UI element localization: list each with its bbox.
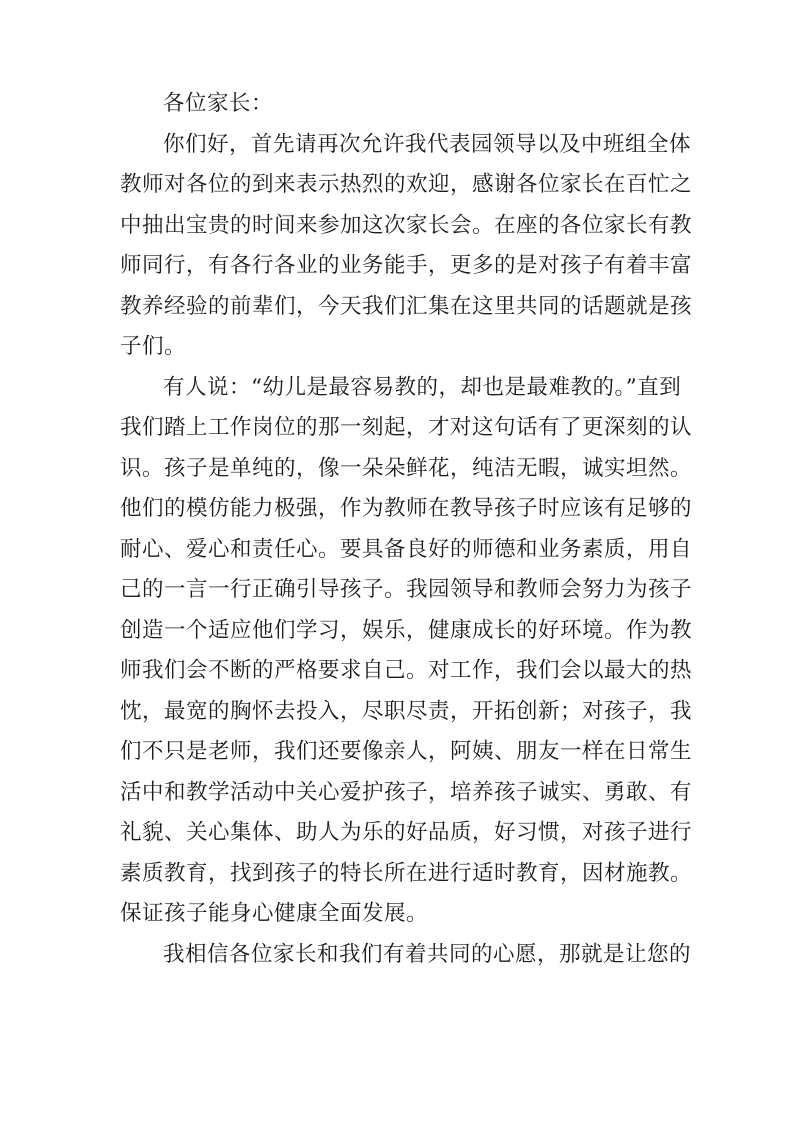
paragraph-1-line-6: 子们。 — [120, 334, 187, 359]
paragraph-2-line-9: 忱，最宽的胸怀去投入，尽职尽责，开拓创新；对孩子，我 — [120, 698, 693, 724]
document-page — [120, 84, 693, 975]
paragraph-2-line-14: 保证孩子能身心健康全面发展。 — [120, 901, 429, 926]
paragraph-2-line-12: 礼貌、关心集体、助人为乐的好品质，好习惯，对孩子进行 — [120, 820, 693, 845]
paragraph-3-line-1: 我相信各位家长和我们有着共同的心愿，那就是让您的 — [163, 941, 692, 967]
paragraph-2-line-4: 他们的模仿能力极强，作为教师在教导孩子时应该有足够的 — [120, 496, 693, 521]
paragraph-2-line-7: 创造一个适应他们学习，娱乐，健康成长的好环境。作为教 — [120, 617, 693, 643]
paragraph-2-line-2: 我们踏上工作岗位的那一刻起，才对这句话有了更深刻的认 — [120, 415, 693, 440]
paragraph-1-line-5: 教养经验的前辈们，今天我们汇集在这里共同的话题就是孩 — [120, 293, 693, 319]
paragraph-2-line-8: 师我们会不断的严格要求自己。对工作，我们会以最大的热 — [120, 658, 693, 683]
salutation: 各位家长： — [163, 91, 274, 116]
paragraph-1-line-3: 中抽出宝贵的时间来参加这次家长会。在座的各位家长有教 — [120, 212, 693, 238]
paragraph-2-line-13: 素质教育，找到孩子的特长所在进行适时教育，因材施教。 — [120, 860, 693, 886]
paragraph-2-line-5: 耐心、爱心和责任心。要具备良好的师德和业务素质，用自 — [120, 536, 693, 562]
paragraph-1-line-1: 你们好，首先请再次允许我代表园领导以及中班组全体 — [163, 131, 692, 157]
paragraph-2-line-11: 活中和教学活动中关心爱护孩子，培养孩子诚实、勇敢、有 — [120, 779, 693, 805]
paragraph-2-line-6: 己的一言一行正确引导孩子。我园领导和教师会努力为孩子 — [120, 577, 693, 602]
paragraph-1-line-2: 教师对各位的到来表示热烈的欢迎，感谢各位家长在百忙之 — [120, 172, 693, 197]
paragraph-1-line-4: 师同行，有各行各业的业务能手，更多的是对孩子有着丰富 — [120, 253, 693, 278]
paragraph-2-line-1: 有人说：“幼儿是最容易教的，却也是最难教的。”直到 — [163, 374, 682, 400]
paragraph-2-line-3: 识。孩子是单纯的，像一朵朵鲜花，纯洁无暇，诚实坦然。 — [120, 455, 693, 481]
paragraph-2-line-10: 们不只是老师，我们还要像亲人，阿姨、朋友一样在日常生 — [120, 739, 693, 764]
